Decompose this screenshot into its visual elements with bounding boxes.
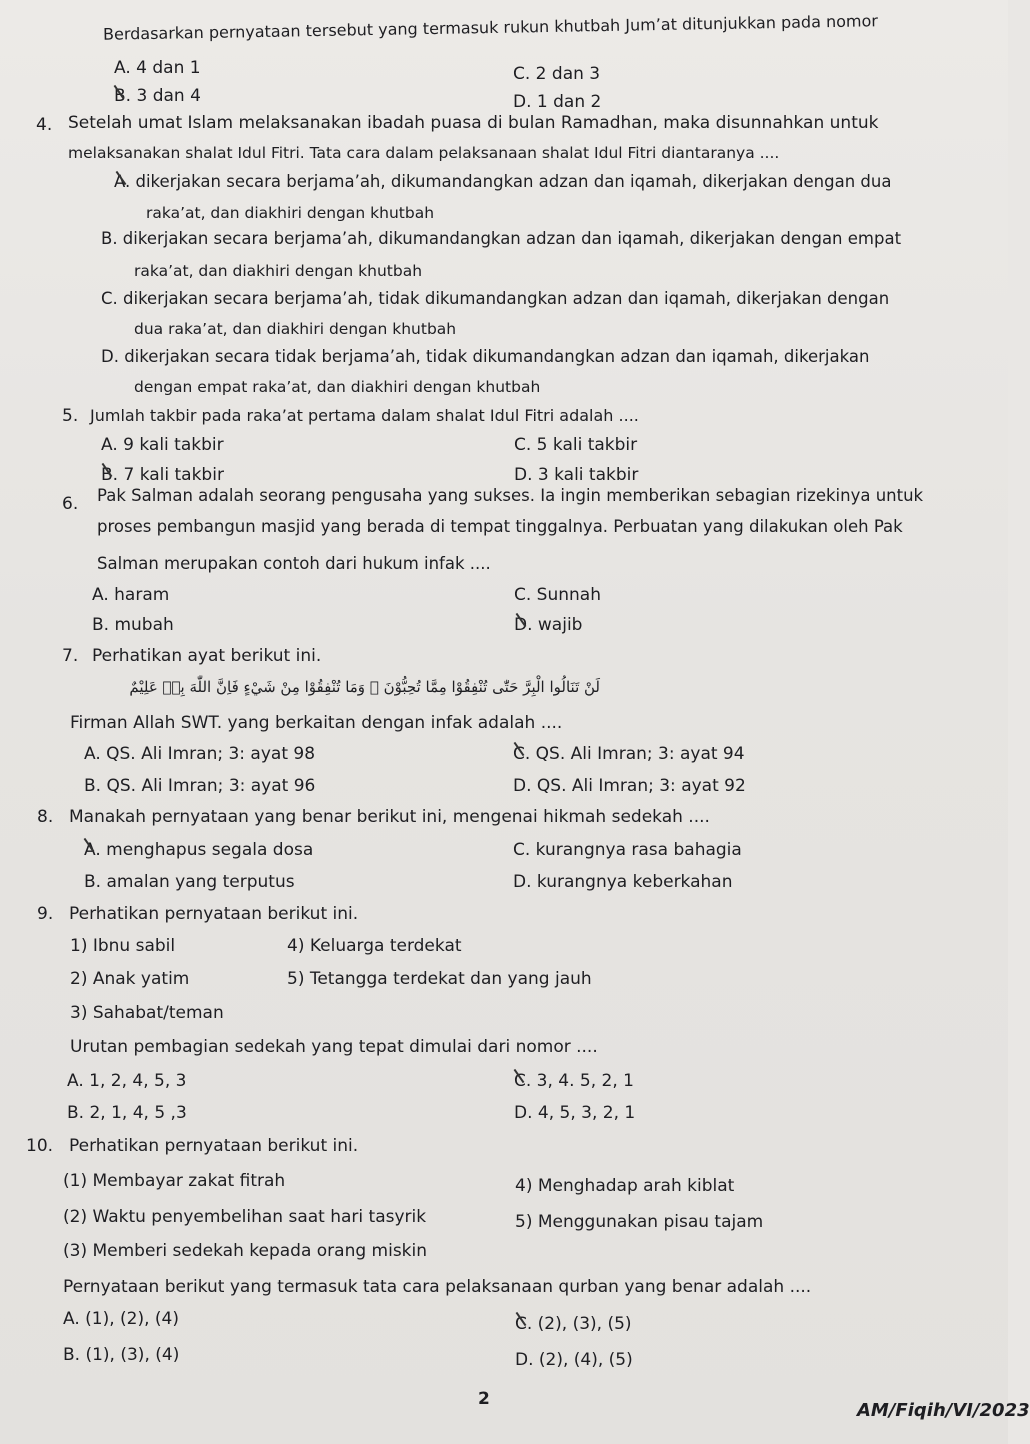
q4-option-b-line2: raka’at, dan diakhiri dengan khutbah: [134, 262, 423, 280]
q6-stem-line2: proses pembangun masjid yang berada di tempat tinggalnya. Perbuatan yang dilakukan oleh Pak: [97, 517, 903, 536]
q7-option-d: D. QS. Ali Imran; 3: ayat 92: [513, 776, 746, 796]
q6-stem-line3: Salman merupakan contoh dari hukum infak ....: [97, 554, 491, 573]
footer-code: AM/Fiqih/VI/2023: [857, 1400, 1030, 1421]
q9-option-a: A. 1, 2, 4, 5, 3: [67, 1071, 187, 1091]
q3-option-d: D. 1 dan 2: [513, 92, 602, 112]
q9-item-2: 2) Anak yatim: [70, 969, 190, 989]
q5-option-c: C. 5 kali takbir: [514, 435, 638, 455]
q6-option-d: D. wajib: [514, 615, 583, 635]
q7-arabic-verse: لَنْ تَنَالُوا الْبِرَّ حَتّٰى تُنْفِقُوْا مِمَّا تُحِبُّوْنَ ۗ وَمَا تُنْفِقُوْا مِنْ شَيْءٍ فَاِنَّ اللّٰهَ بِهٖ عَلِيْمٌ: [129, 678, 600, 696]
q7-stem: Perhatikan ayat berikut ini.: [92, 646, 322, 666]
q3-option-c: C. 2 dan 3: [513, 64, 601, 84]
q9-item-5: 5) Tetangga terdekat dan yang jauh: [287, 969, 592, 989]
q8-option-a: A. menghapus segala dosa: [84, 840, 314, 860]
q10-stem-line2: Pernyataan berikut yang termasuk tata cara pelaksanaan qurban yang benar adalah ....: [63, 1277, 812, 1297]
q9-option-b: B. 2, 1, 4, 5 ,3: [67, 1103, 187, 1123]
q5-option-d: D. 3 kali takbir: [514, 465, 639, 485]
q4-option-c-line2: dua raka’at, dan diakhiri dengan khutbah: [134, 320, 457, 338]
q4-option-d-line1: D. dikerjakan secara tidak berjama’ah, tidak dikumandangkan adzan dan iqamah, dikerjakan: [101, 347, 870, 366]
q10-number: 10.: [26, 1136, 54, 1156]
q6-option-a: A. haram: [92, 585, 170, 605]
q7-number: 7.: [62, 646, 79, 666]
q10-option-a: A. (1), (2), (4): [63, 1309, 179, 1329]
q9-option-d: D. 4, 5, 3, 2, 1: [514, 1103, 636, 1123]
q6-option-c: C. Sunnah: [514, 585, 601, 605]
q6-number: 6.: [62, 494, 79, 514]
q9-option-c: C. 3, 4. 5, 2, 1: [514, 1071, 634, 1091]
q4-option-a-line1: A. dikerjakan secara berjama’ah, dikumandangkan adzan dan iqamah, dikerjakan dengan dua: [114, 172, 892, 191]
q9-stem: Perhatikan pernyataan berikut ini.: [69, 904, 359, 924]
q10-option-b: B. (1), (3), (4): [63, 1345, 180, 1365]
q7-option-c: C. QS. Ali Imran; 3: ayat 94: [513, 744, 745, 764]
q10-stem: Perhatikan pernyataan berikut ini.: [69, 1136, 359, 1156]
q10-option-d: D. (2), (4), (5): [515, 1350, 633, 1370]
q4-number: 4.: [36, 115, 53, 135]
q3-option-b: B. 3 dan 4: [114, 86, 201, 106]
q4-option-b-line1: B. dikerjakan secara berjama’ah, dikumandangkan adzan dan iqamah, dikerjakan dengan empat: [101, 229, 902, 248]
q9-number: 9.: [37, 904, 54, 924]
q5-stem: Jumlah takbir pada raka’at pertama dalam shalat Idul Fitri adalah ....: [90, 406, 639, 425]
q9-stem-line2: Urutan pembagian sedekah yang tepat dimulai dari nomor ....: [70, 1037, 598, 1057]
q9-item-3: 3) Sahabat/teman: [70, 1003, 224, 1023]
q8-option-b: B. amalan yang terputus: [84, 872, 295, 892]
q10-item-3: (3) Memberi sedekah kepada orang miskin: [63, 1241, 428, 1261]
q10-item-4: 4) Menghadap arah kiblat: [515, 1176, 735, 1196]
q4-option-c-line1: C. dikerjakan secara berjama’ah, tidak dikumandangkan adzan dan iqamah, dikerjakan dengan: [101, 289, 890, 308]
q5-option-b: B. 7 kali takbir: [101, 465, 224, 485]
q6-stem-line1: Pak Salman adalah seorang pengusaha yang sukses. Ia ingin memberikan sebagian rizekinya untuk: [97, 486, 924, 505]
q9-item-4: 4) Keluarga terdekat: [287, 936, 462, 956]
q8-option-c: C. kurangnya rasa bahagia: [513, 840, 742, 860]
q7-option-b: B. QS. Ali Imran; 3: ayat 96: [84, 776, 316, 796]
q7-option-a: A. QS. Ali Imran; 3: ayat 98: [84, 744, 316, 764]
q10-item-2: (2) Waktu penyembelihan saat hari tasyrik: [63, 1207, 427, 1227]
q10-option-c: C. (2), (3), (5): [515, 1314, 632, 1334]
q4-stem-line1: Setelah umat Islam melaksanakan ibadah puasa di bulan Ramadhan, maka disunnahkan untuk: [68, 113, 879, 133]
q5-option-a: A. 9 kali takbir: [101, 435, 224, 455]
q4-stem-line2: melaksanakan shalat Idul Fitri. Tata cara dalam pelaksanaan shalat Idul Fitri diantaranya ....: [68, 144, 780, 162]
q5-number: 5.: [62, 406, 79, 426]
q10-item-5: 5) Menggunakan pisau tajam: [515, 1212, 764, 1232]
q10-item-1: (1) Membayar zakat fitrah: [63, 1171, 286, 1191]
q3-option-a: A. 4 dan 1: [114, 58, 201, 78]
q8-number: 8.: [37, 807, 54, 827]
page-number: 2: [478, 1389, 490, 1409]
q4-option-d-line2: dengan empat raka’at, dan diakhiri dengan khutbah: [134, 378, 541, 396]
q3-stem: Berdasarkan pernyataan tersebut yang termasuk rukun khutbah Jum’at ditunjukkan pada nomor: [102, 11, 879, 44]
q7-stem-line2: Firman Allah SWT. yang berkaitan dengan infak adalah ....: [70, 713, 563, 733]
q4-option-a-line2: raka’at, dan diakhiri dengan khutbah: [146, 204, 435, 222]
q8-stem: Manakah pernyataan yang benar berikut ini, mengenai hikmah sedekah ....: [69, 807, 710, 827]
q9-item-1: 1) Ibnu sabil: [70, 936, 176, 956]
q8-option-d: D. kurangnya keberkahan: [513, 872, 733, 892]
q6-option-b: B. mubah: [92, 615, 174, 635]
